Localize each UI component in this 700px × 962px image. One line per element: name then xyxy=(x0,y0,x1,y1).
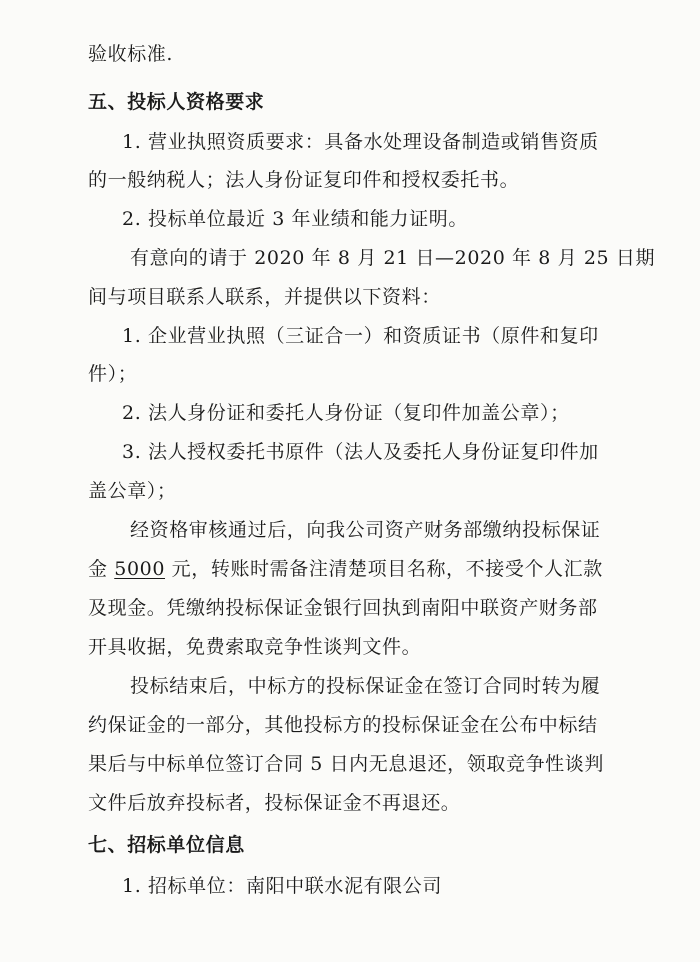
section-heading: 七、招标单位信息 xyxy=(88,834,245,856)
text-line: 约保证金的一部分，其他投标方的投标保证金在公布中标结 xyxy=(88,714,598,736)
text-line: 1. 招标单位：南阳中联水泥有限公司 xyxy=(122,875,442,897)
text-line: 及现金。凭缴纳投标保证金银行回执到南阳中联资产财务部 xyxy=(88,597,598,619)
text-line: 2. 投标单位最近 3 年业绩和能力证明。 xyxy=(122,208,468,230)
text-line: 间与项目联系人联系，并提供以下资料： xyxy=(88,286,441,308)
text-line: 投标结束后，中标方的投标保证金在签订合同时转为履 xyxy=(130,675,601,697)
text-line: 开具收据，免费索取竞争性谈判文件。 xyxy=(88,636,422,658)
text-line: 3. 法人授权委托书原件（法人及委托人身份证复印件加 xyxy=(122,441,599,463)
section-heading: 五、投标人资格要求 xyxy=(88,91,265,113)
text-line xyxy=(88,557,603,581)
text-line: 文件后放弃投标者，投标保证金不再退还。 xyxy=(88,792,461,814)
text-line: 盖公章）； xyxy=(88,480,177,502)
text-line: 件）； xyxy=(88,363,138,385)
text-fragment: 元，转账时需备注清楚项目名称，不接受个人汇款 xyxy=(165,558,603,580)
text-line: 1. 企业营业执照（三证合一）和资质证书（原件和复印 xyxy=(122,325,599,347)
deposit-amount: 5000 xyxy=(114,558,166,580)
text-line: 1. 营业执照资质要求：具备水处理设备制造或销售资质 xyxy=(122,131,599,153)
text-line: 经资格审核通过后，向我公司资产财务部缴纳投标保证 xyxy=(130,519,601,541)
text-line: 果后与中标单位签订合同 5 日内无息退还，领取竞争性谈判 xyxy=(88,753,604,775)
text-line: 2. 法人身份证和委托人身份证（复印件加盖公章）； xyxy=(122,402,570,424)
text-line: 有意向的请于 2020 年 8 月 21 日—2020 年 8 月 25 日期 xyxy=(130,247,656,269)
text-fragment: 金 xyxy=(88,558,115,580)
text-line: 验收标准. xyxy=(88,43,174,65)
text-line: 的一般纳税人；法人身份证复印件和授权委托书。 xyxy=(88,169,520,191)
